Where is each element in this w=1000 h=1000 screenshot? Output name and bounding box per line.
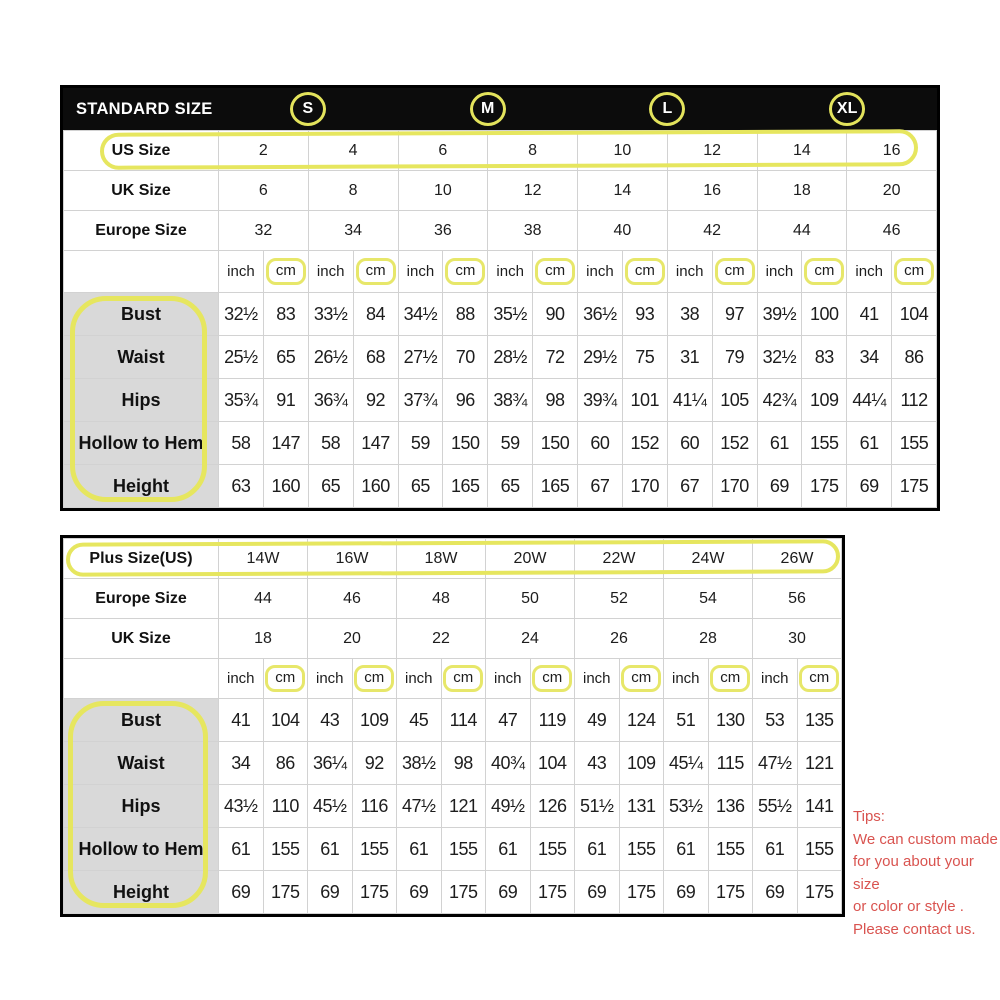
cm-value-cell: 147 bbox=[263, 422, 308, 465]
cm-value-cell: 155 bbox=[892, 422, 937, 465]
inch-value-cell: 41 bbox=[847, 293, 892, 336]
plus-size-table bbox=[60, 535, 845, 917]
cm-header-cell bbox=[797, 659, 842, 699]
cm-value-cell: 109 bbox=[352, 699, 397, 742]
size-value-cell: 14 bbox=[578, 171, 668, 211]
cm-value-cell: 155 bbox=[352, 828, 397, 871]
inch-value-cell: 42¾ bbox=[757, 379, 802, 422]
inch-value-cell: 60 bbox=[578, 422, 623, 465]
row-label: UK Size bbox=[64, 171, 219, 211]
measure-label: Hips bbox=[64, 785, 219, 828]
measure-row bbox=[64, 742, 842, 785]
cm-value-cell: 91 bbox=[263, 379, 308, 422]
standard-size-table bbox=[60, 85, 940, 511]
inch-value-cell: 31 bbox=[667, 336, 712, 379]
inch-value-cell: 33½ bbox=[308, 293, 353, 336]
measure-row bbox=[64, 422, 937, 465]
cm-value-cell: 121 bbox=[797, 742, 842, 785]
size-value-cell: 18 bbox=[757, 171, 847, 211]
inch-value-cell: 59 bbox=[488, 422, 533, 465]
size-value-cell: 56 bbox=[753, 579, 842, 619]
size-value-cell: 38 bbox=[488, 211, 578, 251]
tips-line: Please contact us. bbox=[853, 920, 976, 938]
size-value-cell: 10 bbox=[398, 171, 488, 211]
inch-value-cell: 45 bbox=[397, 699, 442, 742]
cm-value-cell: 155 bbox=[441, 828, 486, 871]
cm-value-cell: 92 bbox=[352, 742, 397, 785]
size-letter-group bbox=[218, 92, 937, 126]
cm-header-cell bbox=[533, 251, 578, 293]
inch-value-cell: 61 bbox=[753, 828, 798, 871]
inch-header-cell: inch bbox=[486, 659, 531, 699]
cm-value-cell: 83 bbox=[263, 293, 308, 336]
cm-highlight-ring: cm bbox=[710, 665, 750, 693]
inch-value-cell: 58 bbox=[219, 422, 264, 465]
size-s-oval: S bbox=[290, 92, 326, 126]
inch-header-cell: inch bbox=[219, 251, 264, 293]
size-row bbox=[64, 131, 937, 171]
inch-value-cell: 29½ bbox=[578, 336, 623, 379]
measure-row bbox=[64, 785, 842, 828]
unit-row bbox=[64, 251, 937, 293]
inch-value-cell: 45½ bbox=[308, 785, 353, 828]
cm-value-cell: 98 bbox=[533, 379, 578, 422]
inch-value-cell: 49 bbox=[575, 699, 620, 742]
cm-highlight-ring: cm bbox=[621, 665, 661, 693]
cm-value-cell: 86 bbox=[263, 742, 308, 785]
size-value-cell: 26 bbox=[575, 619, 664, 659]
cm-value-cell: 135 bbox=[797, 699, 842, 742]
standard-size-header-bar bbox=[63, 88, 937, 130]
inch-header-cell: inch bbox=[219, 659, 264, 699]
inch-value-cell: 59 bbox=[398, 422, 443, 465]
cm-value-cell: 100 bbox=[802, 293, 847, 336]
inch-header-cell: inch bbox=[847, 251, 892, 293]
size-value-cell: 6 bbox=[219, 171, 309, 211]
cm-value-cell: 75 bbox=[622, 336, 667, 379]
inch-value-cell: 69 bbox=[397, 871, 442, 914]
inch-value-cell: 69 bbox=[757, 465, 802, 508]
size-value-cell: 30 bbox=[753, 619, 842, 659]
size-value-cell: 22W bbox=[575, 539, 664, 579]
cm-highlight-ring: cm bbox=[804, 258, 844, 286]
inch-value-cell: 34½ bbox=[398, 293, 443, 336]
inch-value-cell: 44¼ bbox=[847, 379, 892, 422]
cm-value-cell: 126 bbox=[530, 785, 575, 828]
size-value-cell: 28 bbox=[664, 619, 753, 659]
inch-value-cell: 69 bbox=[664, 871, 709, 914]
cm-value-cell: 155 bbox=[619, 828, 664, 871]
size-value-cell: 22 bbox=[397, 619, 486, 659]
inch-value-cell: 36¼ bbox=[308, 742, 353, 785]
size-value-cell: 34 bbox=[308, 211, 398, 251]
inch-header-cell: inch bbox=[664, 659, 709, 699]
cm-value-cell: 88 bbox=[443, 293, 488, 336]
cm-value-cell: 105 bbox=[712, 379, 757, 422]
measure-label: Hollow to Hem bbox=[64, 828, 219, 871]
inch-value-cell: 40¾ bbox=[486, 742, 531, 785]
inch-value-cell: 61 bbox=[219, 828, 264, 871]
cm-header-cell bbox=[352, 659, 397, 699]
cm-value-cell: 114 bbox=[441, 699, 486, 742]
plus-size-grid bbox=[63, 538, 842, 914]
measure-row bbox=[64, 293, 937, 336]
unit-row bbox=[64, 659, 842, 699]
unit-blank-cell bbox=[64, 251, 219, 293]
inch-value-cell: 53½ bbox=[664, 785, 709, 828]
cm-value-cell: 131 bbox=[619, 785, 664, 828]
inch-value-cell: 47 bbox=[486, 699, 531, 742]
cm-header-cell bbox=[263, 659, 308, 699]
inch-value-cell: 63 bbox=[219, 465, 264, 508]
cm-value-cell: 90 bbox=[533, 293, 578, 336]
cm-value-cell: 121 bbox=[441, 785, 486, 828]
cm-value-cell: 96 bbox=[443, 379, 488, 422]
inch-value-cell: 41 bbox=[219, 699, 264, 742]
cm-value-cell: 70 bbox=[443, 336, 488, 379]
inch-header-cell: inch bbox=[308, 251, 353, 293]
inch-value-cell: 61 bbox=[308, 828, 353, 871]
inch-value-cell: 49½ bbox=[486, 785, 531, 828]
inch-value-cell: 58 bbox=[308, 422, 353, 465]
cm-value-cell: 109 bbox=[802, 379, 847, 422]
inch-value-cell: 25½ bbox=[219, 336, 264, 379]
size-value-cell: 10 bbox=[578, 131, 668, 171]
size-value-cell: 18W bbox=[397, 539, 486, 579]
cm-value-cell: 79 bbox=[712, 336, 757, 379]
cm-highlight-ring: cm bbox=[445, 258, 485, 286]
cm-highlight-ring: cm bbox=[715, 258, 755, 286]
cm-value-cell: 130 bbox=[708, 699, 753, 742]
inch-value-cell: 69 bbox=[575, 871, 620, 914]
cm-value-cell: 116 bbox=[352, 785, 397, 828]
measure-label: Height bbox=[64, 465, 219, 508]
inch-value-cell: 38¾ bbox=[488, 379, 533, 422]
inch-value-cell: 51½ bbox=[575, 785, 620, 828]
inch-value-cell: 27½ bbox=[398, 336, 443, 379]
measure-label: Waist bbox=[64, 742, 219, 785]
cm-value-cell: 68 bbox=[353, 336, 398, 379]
inch-value-cell: 47½ bbox=[397, 785, 442, 828]
size-value-cell: 24W bbox=[664, 539, 753, 579]
size-xl-oval: XL bbox=[829, 92, 865, 126]
inch-value-cell: 39½ bbox=[757, 293, 802, 336]
measure-row bbox=[64, 336, 937, 379]
cm-value-cell: 98 bbox=[441, 742, 486, 785]
inch-header-cell: inch bbox=[308, 659, 353, 699]
inch-value-cell: 38½ bbox=[397, 742, 442, 785]
cm-value-cell: 115 bbox=[708, 742, 753, 785]
measure-row bbox=[64, 465, 937, 508]
size-value-cell: 6 bbox=[398, 131, 488, 171]
measure-label: Bust bbox=[64, 293, 219, 336]
cm-header-cell bbox=[619, 659, 664, 699]
row-label: US Size bbox=[64, 131, 219, 171]
measure-label: Waist bbox=[64, 336, 219, 379]
size-value-cell: 20 bbox=[308, 619, 397, 659]
inch-value-cell: 47½ bbox=[753, 742, 798, 785]
standard-size-title: STANDARD SIZE bbox=[76, 99, 213, 118]
row-label: Europe Size bbox=[64, 579, 219, 619]
inch-value-cell: 38 bbox=[667, 293, 712, 336]
cm-value-cell: 175 bbox=[797, 871, 842, 914]
cm-value-cell: 112 bbox=[892, 379, 937, 422]
cm-value-cell: 160 bbox=[263, 465, 308, 508]
inch-value-cell: 69 bbox=[308, 871, 353, 914]
inch-value-cell: 61 bbox=[847, 422, 892, 465]
cm-value-cell: 84 bbox=[353, 293, 398, 336]
size-row bbox=[64, 619, 842, 659]
inch-value-cell: 32½ bbox=[219, 293, 264, 336]
inch-value-cell: 61 bbox=[664, 828, 709, 871]
size-l-oval: L bbox=[649, 92, 685, 126]
inch-value-cell: 67 bbox=[667, 465, 712, 508]
cm-highlight-ring: cm bbox=[625, 258, 665, 286]
size-row bbox=[64, 539, 842, 579]
cm-value-cell: 175 bbox=[352, 871, 397, 914]
inch-value-cell: 26½ bbox=[308, 336, 353, 379]
size-value-cell: 16 bbox=[667, 171, 757, 211]
cm-header-cell bbox=[892, 251, 937, 293]
standard-size-grid bbox=[63, 130, 937, 508]
size-row bbox=[64, 579, 842, 619]
inch-header-cell: inch bbox=[398, 251, 443, 293]
inch-value-cell: 45¼ bbox=[664, 742, 709, 785]
cm-value-cell: 175 bbox=[263, 871, 308, 914]
cm-value-cell: 175 bbox=[892, 465, 937, 508]
size-value-cell: 44 bbox=[219, 579, 308, 619]
size-value-cell: 46 bbox=[847, 211, 937, 251]
cm-value-cell: 150 bbox=[443, 422, 488, 465]
size-value-cell: 24 bbox=[486, 619, 575, 659]
cm-value-cell: 160 bbox=[353, 465, 398, 508]
tips-note bbox=[853, 806, 999, 941]
cm-value-cell: 155 bbox=[797, 828, 842, 871]
inch-header-cell: inch bbox=[757, 251, 802, 293]
size-value-cell: 14W bbox=[219, 539, 308, 579]
cm-value-cell: 170 bbox=[622, 465, 667, 508]
cm-highlight-ring: cm bbox=[354, 665, 394, 693]
cm-value-cell: 93 bbox=[622, 293, 667, 336]
cm-value-cell: 119 bbox=[530, 699, 575, 742]
cm-value-cell: 150 bbox=[533, 422, 578, 465]
cm-value-cell: 97 bbox=[712, 293, 757, 336]
measure-label: Height bbox=[64, 871, 219, 914]
cm-highlight-ring: cm bbox=[799, 665, 839, 693]
size-value-cell: 26W bbox=[753, 539, 842, 579]
inch-value-cell: 35¾ bbox=[219, 379, 264, 422]
inch-value-cell: 67 bbox=[578, 465, 623, 508]
cm-value-cell: 165 bbox=[443, 465, 488, 508]
inch-header-cell: inch bbox=[488, 251, 533, 293]
cm-highlight-ring: cm bbox=[532, 665, 572, 693]
size-value-cell: 36 bbox=[398, 211, 488, 251]
size-value-cell: 20W bbox=[486, 539, 575, 579]
unit-blank-cell bbox=[64, 659, 219, 699]
measure-row bbox=[64, 871, 842, 914]
inch-value-cell: 65 bbox=[398, 465, 443, 508]
inch-value-cell: 41¼ bbox=[667, 379, 712, 422]
cm-highlight-ring: cm bbox=[266, 258, 306, 286]
size-value-cell: 52 bbox=[575, 579, 664, 619]
cm-value-cell: 110 bbox=[263, 785, 308, 828]
inch-value-cell: 61 bbox=[575, 828, 620, 871]
inch-value-cell: 65 bbox=[308, 465, 353, 508]
cm-value-cell: 147 bbox=[353, 422, 398, 465]
cm-value-cell: 83 bbox=[802, 336, 847, 379]
cm-value-cell: 104 bbox=[530, 742, 575, 785]
inch-value-cell: 28½ bbox=[488, 336, 533, 379]
cm-highlight-ring: cm bbox=[265, 665, 305, 693]
size-value-cell: 46 bbox=[308, 579, 397, 619]
cm-value-cell: 152 bbox=[622, 422, 667, 465]
measure-label: Hips bbox=[64, 379, 219, 422]
inch-header-cell: inch bbox=[667, 251, 712, 293]
size-value-cell: 44 bbox=[757, 211, 847, 251]
size-grid-table bbox=[63, 130, 937, 508]
cm-header-cell bbox=[353, 251, 398, 293]
inch-value-cell: 51 bbox=[664, 699, 709, 742]
inch-value-cell: 35½ bbox=[488, 293, 533, 336]
row-label: UK Size bbox=[64, 619, 219, 659]
size-value-cell: 4 bbox=[308, 131, 398, 171]
inch-value-cell: 34 bbox=[219, 742, 264, 785]
inch-value-cell: 61 bbox=[757, 422, 802, 465]
cm-value-cell: 155 bbox=[263, 828, 308, 871]
cm-value-cell: 109 bbox=[619, 742, 664, 785]
cm-value-cell: 175 bbox=[441, 871, 486, 914]
tips-title: Tips: bbox=[853, 808, 885, 825]
size-value-cell: 40 bbox=[578, 211, 668, 251]
size-value-cell: 20 bbox=[847, 171, 937, 211]
cm-value-cell: 104 bbox=[263, 699, 308, 742]
inch-header-cell: inch bbox=[753, 659, 798, 699]
cm-value-cell: 155 bbox=[530, 828, 575, 871]
cm-header-cell bbox=[708, 659, 753, 699]
size-value-cell: 12 bbox=[488, 171, 578, 211]
inch-value-cell: 36½ bbox=[578, 293, 623, 336]
size-value-cell: 48 bbox=[397, 579, 486, 619]
measure-row bbox=[64, 379, 937, 422]
inch-value-cell: 69 bbox=[847, 465, 892, 508]
size-value-cell: 8 bbox=[308, 171, 398, 211]
cm-header-cell bbox=[530, 659, 575, 699]
cm-value-cell: 152 bbox=[712, 422, 757, 465]
tips-line: or color or style . bbox=[853, 898, 964, 915]
cm-value-cell: 65 bbox=[263, 336, 308, 379]
inch-value-cell: 43 bbox=[575, 742, 620, 785]
row-label: Europe Size bbox=[64, 211, 219, 251]
cm-value-cell: 175 bbox=[619, 871, 664, 914]
size-value-cell: 14 bbox=[757, 131, 847, 171]
size-value-cell: 2 bbox=[219, 131, 309, 171]
inch-header-cell: inch bbox=[397, 659, 442, 699]
inch-value-cell: 43 bbox=[308, 699, 353, 742]
cm-value-cell: 104 bbox=[892, 293, 937, 336]
cm-value-cell: 101 bbox=[622, 379, 667, 422]
size-value-cell: 42 bbox=[667, 211, 757, 251]
size-m-oval: M bbox=[470, 92, 506, 126]
inch-value-cell: 39¾ bbox=[578, 379, 623, 422]
inch-value-cell: 36¾ bbox=[308, 379, 353, 422]
cm-value-cell: 72 bbox=[533, 336, 578, 379]
measure-label: Bust bbox=[64, 699, 219, 742]
inch-value-cell: 55½ bbox=[753, 785, 798, 828]
inch-value-cell: 60 bbox=[667, 422, 712, 465]
cm-header-cell bbox=[263, 251, 308, 293]
cm-value-cell: 175 bbox=[802, 465, 847, 508]
inch-value-cell: 37¾ bbox=[398, 379, 443, 422]
cm-value-cell: 92 bbox=[353, 379, 398, 422]
size-grid-table bbox=[63, 538, 842, 914]
size-value-cell: 32 bbox=[219, 211, 309, 251]
cm-header-cell bbox=[441, 659, 486, 699]
inch-header-cell: inch bbox=[575, 659, 620, 699]
cm-value-cell: 141 bbox=[797, 785, 842, 828]
size-value-cell: 16 bbox=[847, 131, 937, 171]
row-label: Plus Size(US) bbox=[64, 539, 219, 579]
inch-value-cell: 69 bbox=[486, 871, 531, 914]
inch-value-cell: 34 bbox=[847, 336, 892, 379]
cm-highlight-ring: cm bbox=[356, 258, 396, 286]
size-value-cell: 8 bbox=[488, 131, 578, 171]
inch-value-cell: 61 bbox=[397, 828, 442, 871]
cm-header-cell bbox=[802, 251, 847, 293]
cm-value-cell: 155 bbox=[708, 828, 753, 871]
inch-value-cell: 61 bbox=[486, 828, 531, 871]
inch-value-cell: 69 bbox=[219, 871, 264, 914]
inch-value-cell: 32½ bbox=[757, 336, 802, 379]
inch-header-cell: inch bbox=[578, 251, 623, 293]
inch-value-cell: 53 bbox=[753, 699, 798, 742]
measure-label: Hollow to Hem bbox=[64, 422, 219, 465]
cm-value-cell: 136 bbox=[708, 785, 753, 828]
tips-line: for you about your size bbox=[853, 853, 974, 893]
inch-value-cell: 43½ bbox=[219, 785, 264, 828]
inch-value-cell: 69 bbox=[753, 871, 798, 914]
cm-value-cell: 155 bbox=[802, 422, 847, 465]
cm-value-cell: 165 bbox=[533, 465, 578, 508]
cm-highlight-ring: cm bbox=[535, 258, 575, 286]
size-value-cell: 12 bbox=[667, 131, 757, 171]
cm-highlight-ring: cm bbox=[443, 665, 483, 693]
cm-value-cell: 175 bbox=[708, 871, 753, 914]
size-value-cell: 16W bbox=[308, 539, 397, 579]
measure-row bbox=[64, 699, 842, 742]
cm-highlight-ring: cm bbox=[894, 258, 934, 286]
tips-line: We can custom made bbox=[853, 830, 998, 848]
cm-value-cell: 124 bbox=[619, 699, 664, 742]
cm-header-cell bbox=[443, 251, 488, 293]
cm-header-cell bbox=[712, 251, 757, 293]
cm-header-cell bbox=[622, 251, 667, 293]
cm-value-cell: 175 bbox=[530, 871, 575, 914]
size-row bbox=[64, 171, 937, 211]
measure-row bbox=[64, 828, 842, 871]
cm-value-cell: 86 bbox=[892, 336, 937, 379]
size-value-cell: 50 bbox=[486, 579, 575, 619]
inch-value-cell: 65 bbox=[488, 465, 533, 508]
size-row bbox=[64, 211, 937, 251]
size-value-cell: 18 bbox=[219, 619, 308, 659]
cm-value-cell: 170 bbox=[712, 465, 757, 508]
size-value-cell: 54 bbox=[664, 579, 753, 619]
